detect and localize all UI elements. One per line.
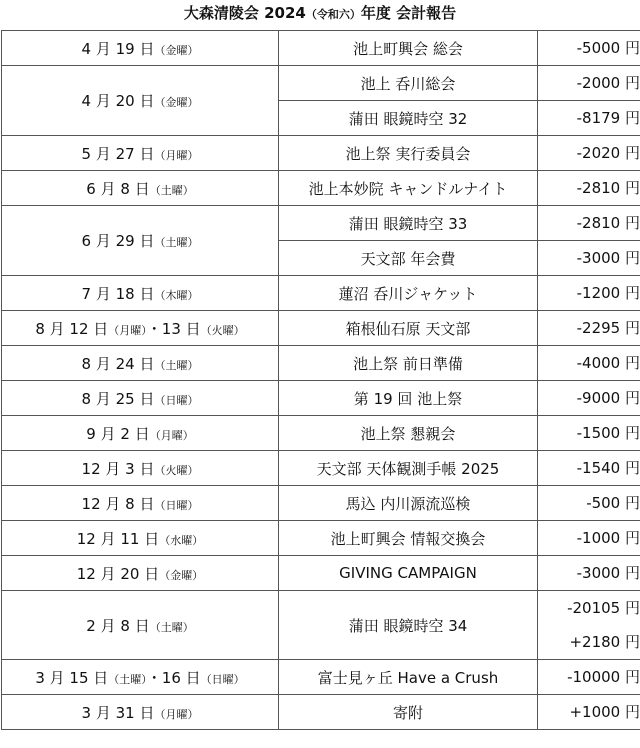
weekday-text: （土曜） (149, 620, 194, 634)
title-rest: 年度 会計報告 (360, 4, 457, 22)
table-row (2, 451, 640, 486)
date-cell (2, 136, 279, 171)
amount-text: -1500 円 (576, 424, 640, 442)
table-row (2, 171, 640, 206)
amount-cell (538, 521, 640, 556)
weekday-text: （土曜） (108, 672, 147, 686)
weekday-text: （日曜） (154, 498, 199, 512)
amount-text: +2180 円 (569, 633, 640, 651)
weekday-text: （火曜） (200, 323, 245, 337)
date-cell (2, 66, 279, 136)
title-main: 大森清陵会 2024 (183, 4, 306, 22)
item-cell: 馬込 内川源流巡検 (279, 486, 538, 521)
date-text: 8 月 25 日 (81, 389, 155, 408)
item-cell: 池上祭 懇親会 (279, 416, 538, 451)
amount-cell (538, 311, 640, 346)
amount-cell (538, 451, 640, 486)
date-cell (2, 695, 279, 730)
amount-text: -3000 円 (576, 564, 640, 582)
amount-cell (538, 136, 640, 171)
amount-text: -2000 円 (576, 74, 640, 92)
amount-cell (538, 276, 640, 311)
date-text: 3 月 15 日 (35, 668, 109, 687)
amount-text: -2810 円 (576, 179, 640, 197)
date-text: 6 月 29 日 (81, 232, 155, 250)
amount-cell (538, 206, 640, 241)
date-cell (2, 381, 279, 416)
amount-text: -1000 円 (576, 529, 640, 547)
table-row (2, 591, 640, 660)
amount-cell (538, 171, 640, 206)
table-row (2, 695, 640, 730)
weekday-text: （土曜） (149, 183, 194, 197)
weekday-text: （土曜） (154, 358, 199, 372)
item-cell: 池上町興会 総会 (279, 31, 538, 66)
report-title (0, 0, 640, 30)
amount-text: -1540 円 (576, 459, 640, 477)
date-text: 7 月 18 日 (81, 284, 155, 303)
date-cell (2, 521, 279, 556)
item-cell: 富士見ヶ丘 Have a Crush (279, 660, 538, 695)
amount-cell (538, 416, 640, 451)
date-cell (2, 556, 279, 591)
date-text: 9 月 2 日 (86, 424, 150, 443)
weekday-text: （金曜） (154, 96, 199, 109)
weekday-text: （金曜） (159, 568, 204, 582)
item-cell: 池上 呑川総会 (279, 66, 538, 101)
date-text: ・16 日 (146, 668, 201, 687)
date-cell (2, 591, 279, 660)
amount-text: -1200 円 (576, 284, 640, 302)
amount-text: -10000 円 (567, 668, 640, 686)
date-text: 12 月 11 日 (76, 529, 160, 548)
date-text: 8 月 24 日 (81, 354, 155, 373)
table-row (2, 66, 640, 101)
date-text: 4 月 20 日 (81, 92, 155, 110)
accounting-table (1, 30, 640, 730)
weekday-text: （火曜） (154, 463, 199, 477)
date-cell (2, 276, 279, 311)
item-cell: 寄附 (279, 695, 538, 730)
item-cell: 池上祭 実行委員会 (279, 136, 538, 171)
title-era: （令和六） (305, 8, 361, 21)
item-cell: 池上町興会 情報交換会 (279, 521, 538, 556)
accounting-table-body (2, 31, 640, 730)
amount-text: -2295 円 (576, 319, 640, 337)
amount-text: -500 円 (586, 494, 640, 512)
amount-cell (538, 381, 640, 416)
date-text: 12 月 3 日 (81, 459, 155, 478)
amount-text: -5000 円 (576, 39, 640, 57)
weekday-text: （土曜） (154, 236, 199, 249)
weekday-text: （月曜） (149, 428, 194, 442)
amount-cell (538, 486, 640, 521)
date-text: 12 月 8 日 (81, 494, 155, 513)
table-row (2, 521, 640, 556)
amount-cell (538, 31, 640, 66)
item-cell: 天文部 天体観測手帳 2025 (279, 451, 538, 486)
amount-text: -8179 円 (576, 109, 640, 127)
date-text: 3 月 31 日 (81, 703, 155, 722)
table-row (2, 346, 640, 381)
weekday-text: （金曜） (154, 43, 199, 57)
date-cell (2, 660, 279, 695)
table-row (2, 381, 640, 416)
date-text: 12 月 20 日 (76, 564, 160, 583)
weekday-text: （木曜） (154, 288, 199, 302)
amount-cell (538, 556, 640, 591)
date-cell (2, 451, 279, 486)
weekday-text: （月曜） (154, 148, 199, 162)
weekday-text: （月曜） (154, 707, 199, 721)
amount-cell (538, 66, 640, 101)
item-cell: GIVING CAMPAIGN (279, 556, 538, 591)
table-row (2, 276, 640, 311)
table-row (2, 206, 640, 241)
date-text: 4 月 19 日 (81, 39, 155, 58)
amount-text: -9000 円 (576, 389, 640, 407)
item-cell: 第 19 回 池上祭 (279, 381, 538, 416)
item-cell: 蒲田 眼鏡時空 34 (279, 591, 538, 660)
date-cell (2, 31, 279, 66)
amount-cell (538, 241, 640, 276)
date-cell (2, 171, 279, 206)
amount-cell (538, 695, 640, 730)
amount-text: -2020 円 (576, 144, 640, 162)
weekday-text: （水曜） (159, 533, 204, 547)
item-cell: 蓮沼 呑川ジャケット (279, 276, 538, 311)
item-cell: 蒲田 眼鏡時空 33 (279, 206, 538, 241)
amount-cell (538, 591, 640, 660)
date-text: 5 月 27 日 (81, 144, 155, 163)
weekday-text: （日曜） (200, 672, 245, 686)
table-row (2, 416, 640, 451)
date-text: 8 月 12 日 (35, 319, 109, 338)
date-text: ・13 日 (146, 319, 201, 338)
table-row (2, 556, 640, 591)
amount-text: +1000 円 (569, 703, 640, 721)
item-cell: 天文部 年会費 (279, 241, 538, 276)
amount-text: -3000 円 (576, 249, 640, 267)
table-row (2, 311, 640, 346)
amount-cell (538, 346, 640, 381)
amount-text: -4000 円 (576, 354, 640, 372)
table-row (2, 31, 640, 66)
item-cell: 箱根仙石原 天文部 (279, 311, 538, 346)
amount-cell (538, 660, 640, 695)
table-row (2, 660, 640, 695)
date-text: 2 月 8 日 (86, 616, 150, 635)
date-cell (2, 311, 279, 346)
amount-cell (538, 101, 640, 136)
item-cell: 池上本妙院 キャンドルナイト (279, 171, 538, 206)
date-cell (2, 416, 279, 451)
weekday-text: （月曜） (108, 323, 147, 337)
table-row (2, 486, 640, 521)
date-cell (2, 486, 279, 521)
date-text: 6 月 8 日 (86, 179, 150, 198)
date-cell (2, 206, 279, 276)
amount-text: -20105 円 (567, 599, 640, 617)
amount-text: -2810 円 (576, 214, 640, 232)
item-cell: 蒲田 眼鏡時空 32 (279, 101, 538, 136)
date-cell (2, 346, 279, 381)
weekday-text: （日曜） (154, 393, 199, 407)
item-cell: 池上祭 前日準備 (279, 346, 538, 381)
table-row (2, 136, 640, 171)
